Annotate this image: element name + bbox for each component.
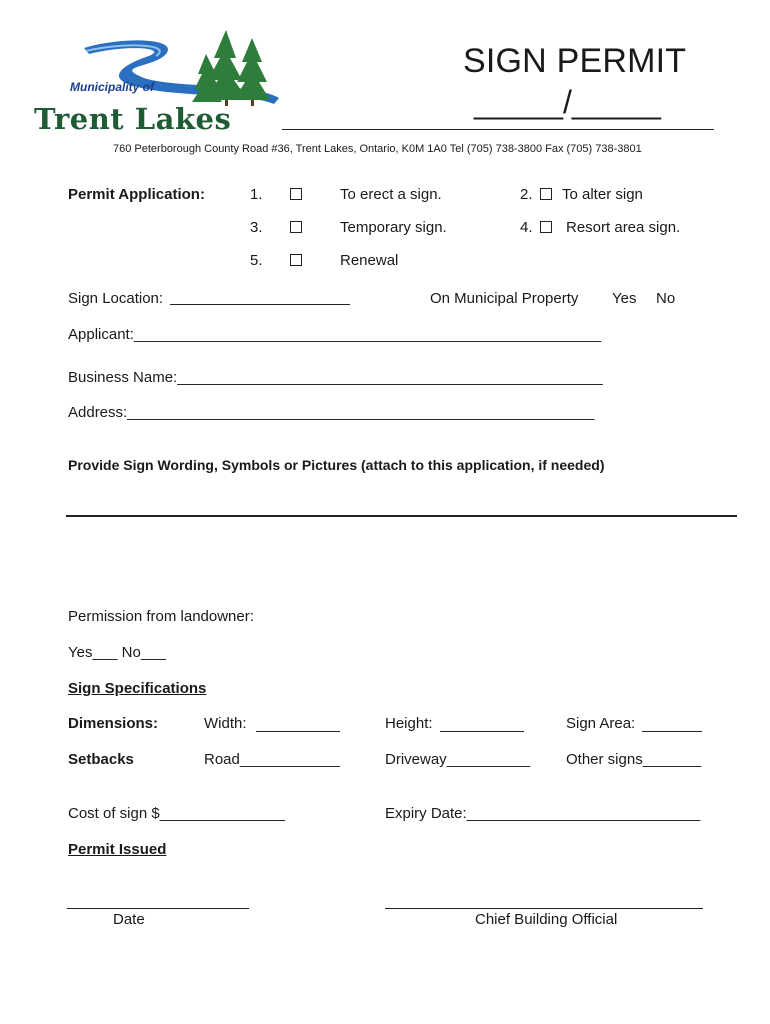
sign-location-label: Sign Location: bbox=[68, 290, 164, 307]
driveway-setback-field[interactable]: Driveway__________ bbox=[385, 751, 531, 768]
expiry-date-field[interactable]: Expiry Date:____________________________ bbox=[385, 805, 701, 822]
height-field[interactable] bbox=[440, 731, 524, 732]
chief-building-official-label: Chief Building Official bbox=[475, 911, 618, 928]
option-1-label: To erect a sign. bbox=[340, 186, 442, 203]
option-5-number: 5. bbox=[250, 252, 263, 269]
sign-location-field[interactable] bbox=[170, 304, 350, 305]
option-2-number: 2. bbox=[520, 186, 533, 203]
sign-area-field[interactable] bbox=[642, 731, 702, 732]
permit-issued-heading: Permit Issued bbox=[68, 841, 167, 858]
option-4-number: 4. bbox=[520, 219, 533, 236]
option-2-label: To alter sign bbox=[562, 186, 643, 203]
cost-of-sign-field[interactable]: Cost of sign $_______________ bbox=[68, 805, 285, 822]
option-1-number: 1. bbox=[250, 186, 263, 203]
option-4-label: Resort area sign. bbox=[566, 219, 681, 236]
business-name-field[interactable]: Business Name:___________________________________________________ bbox=[68, 369, 603, 386]
landowner-permission-answer[interactable]: Yes___ No___ bbox=[68, 644, 166, 661]
setbacks-label: Setbacks bbox=[68, 751, 134, 768]
option-5-checkbox[interactable] bbox=[290, 254, 302, 266]
height-label: Height: bbox=[385, 715, 433, 732]
municipal-property-label: On Municipal Property bbox=[430, 290, 579, 307]
sign-area-label: Sign Area: bbox=[566, 715, 636, 732]
option-2-checkbox[interactable] bbox=[540, 188, 552, 200]
sign-wording-heading: Provide Sign Wording, Symbols or Pictures (attach to this application, if needed) bbox=[68, 457, 605, 473]
road-setback-field[interactable]: Road____________ bbox=[204, 751, 340, 768]
address-field[interactable]: Address:________________________________________________________ bbox=[68, 404, 595, 421]
option-3-label: Temporary sign. bbox=[340, 219, 447, 236]
option-5-label: Renewal bbox=[340, 252, 399, 269]
page-title: SIGN PERMIT bbox=[463, 42, 687, 80]
dimensions-label: Dimensions: bbox=[68, 715, 159, 732]
option-3-checkbox[interactable] bbox=[290, 221, 302, 233]
date-label: Date bbox=[113, 911, 145, 928]
municipality-name: Trent Lakes bbox=[34, 102, 232, 136]
width-field[interactable] bbox=[256, 731, 340, 732]
option-4-checkbox[interactable] bbox=[540, 221, 552, 233]
permit-application-label: Permit Application: bbox=[68, 186, 205, 203]
official-signature-line[interactable] bbox=[385, 908, 703, 909]
option-3-number: 3. bbox=[250, 219, 263, 236]
municipal-no-option[interactable]: No bbox=[656, 290, 676, 307]
header-rule bbox=[282, 129, 714, 130]
other-signs-setback-field[interactable]: Other signs_______ bbox=[566, 751, 702, 768]
municipality-label: Municipality of bbox=[70, 80, 154, 94]
sign-wording-rule[interactable] bbox=[66, 515, 737, 517]
landowner-permission-label: Permission from landowner: bbox=[68, 608, 254, 625]
municipal-yes-option[interactable]: Yes bbox=[612, 290, 637, 307]
sign-specifications-heading: Sign Specifications bbox=[68, 680, 207, 697]
date-signature-line[interactable] bbox=[67, 908, 249, 909]
permit-number-blank[interactable]: _____/_____ bbox=[474, 84, 661, 120]
municipality-logo bbox=[34, 28, 284, 134]
option-1-checkbox[interactable] bbox=[290, 188, 302, 200]
applicant-field[interactable]: Applicant:________________________________________________________ bbox=[68, 326, 602, 343]
width-label: Width: bbox=[204, 715, 247, 732]
address-line: 760 Peterborough County Road #36, Trent Lakes, Ontario, K0M 1A0 Tel (705) 738-3800 Fax (705) 738-3801 bbox=[113, 143, 642, 155]
